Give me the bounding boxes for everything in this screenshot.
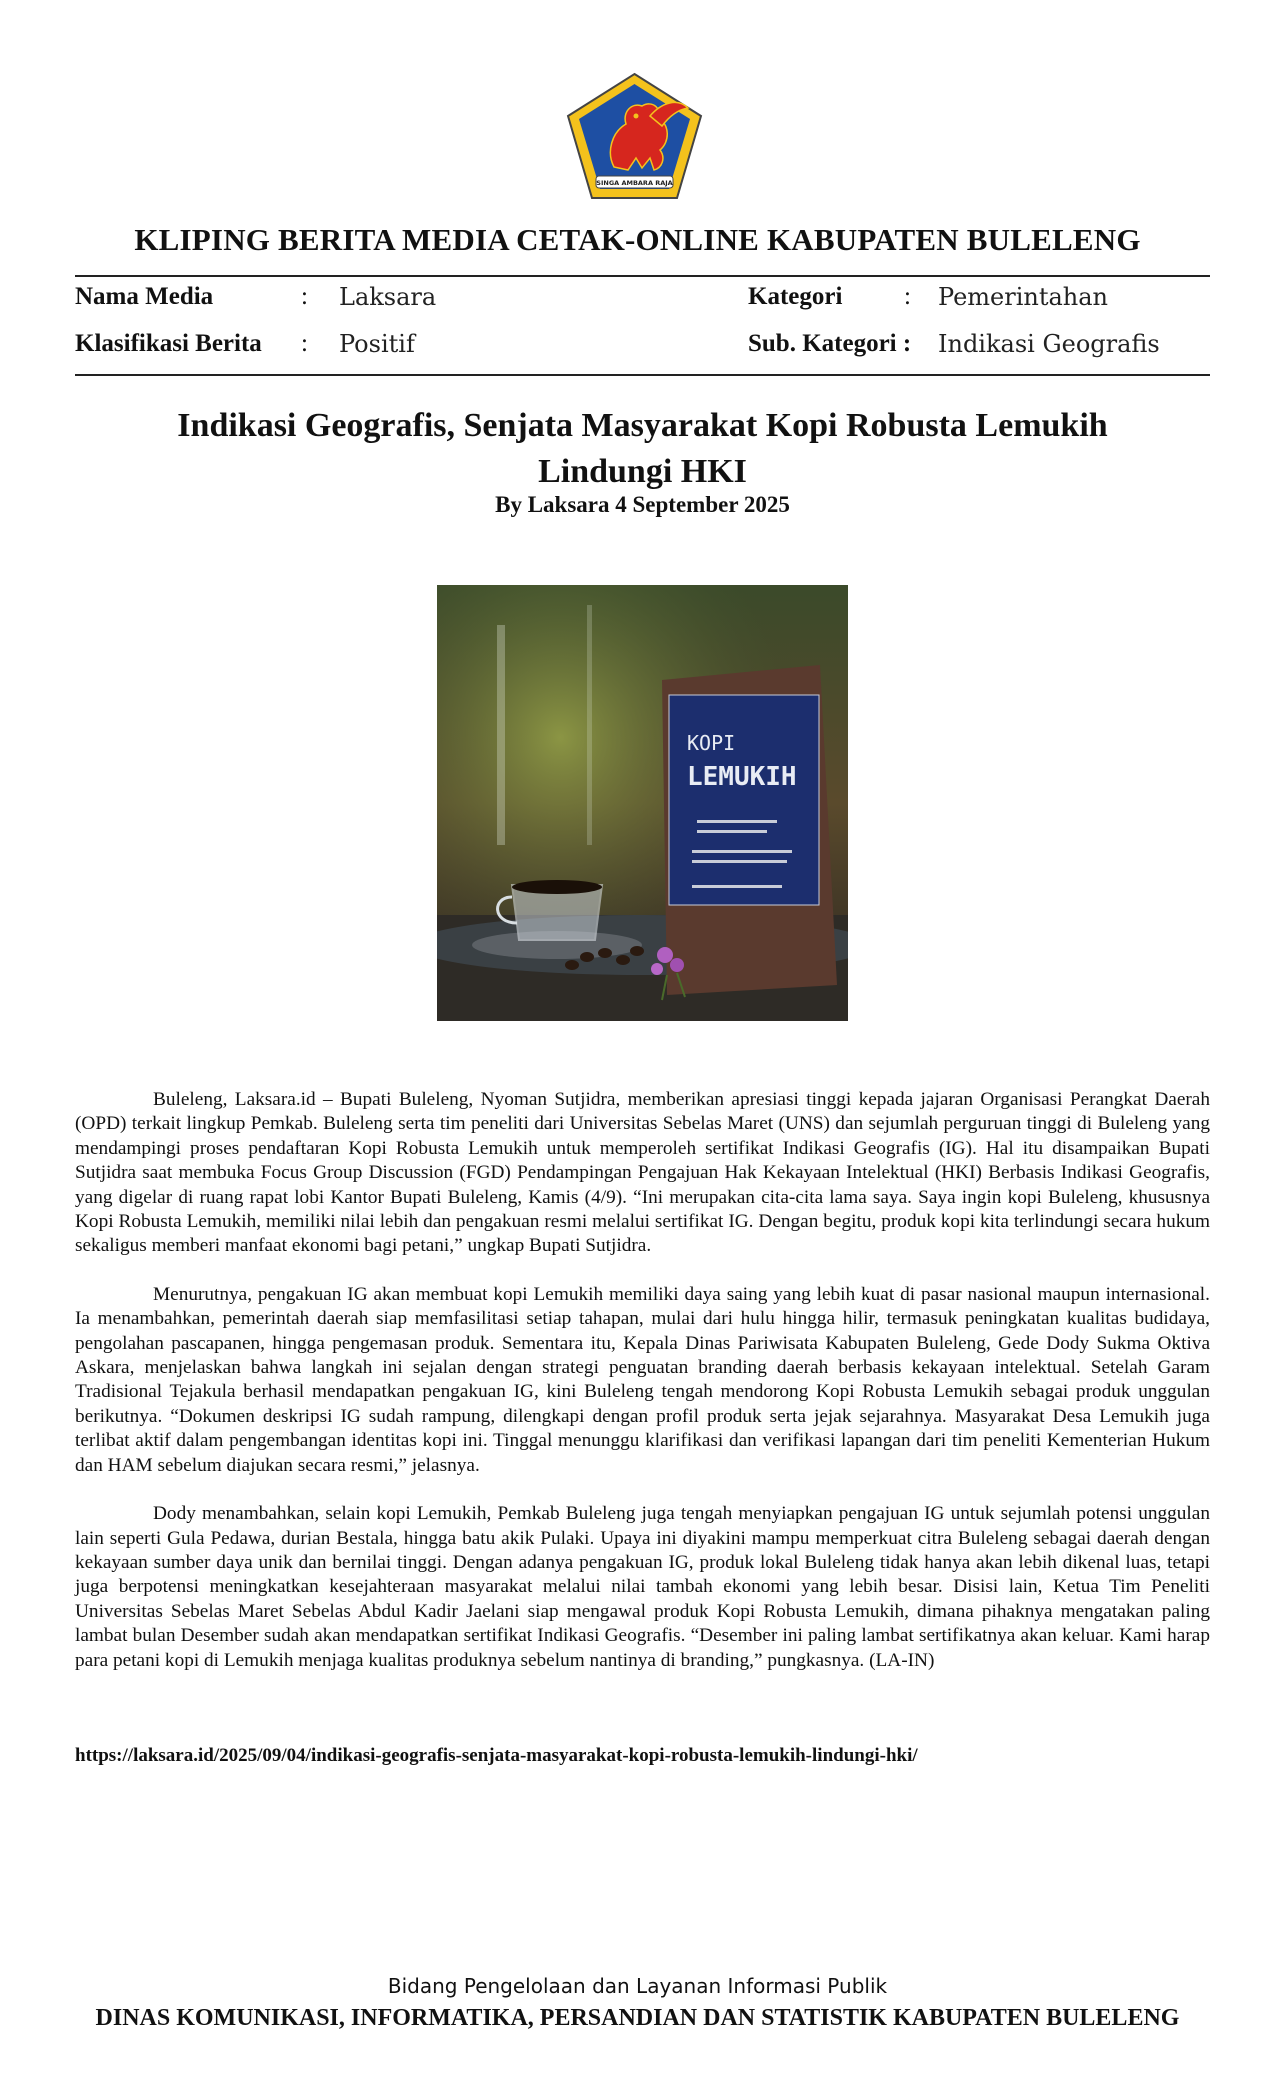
klasifikasi-separator: : [301, 330, 308, 357]
bag-label-line-1: KOPI [687, 731, 736, 755]
logo-motto: SINGA AMBARA RAJA [596, 179, 673, 187]
kategori-value: Pemerintahan [938, 283, 1109, 311]
bag-label-line-2: LEMUKIH [687, 762, 797, 792]
coffee-product-photo [437, 585, 848, 1021]
headline-line-1: Indikasi Geografis, Senjata Masyarakat Kopi Robusta Lemukih [177, 407, 1108, 444]
regency-logo [566, 72, 703, 202]
article-headline [75, 403, 1210, 495]
article-paragraph-1: Buleleng, Laksara.id – Bupati Buleleng, Nyoman Sutjidra, memberikan apresiasi tinggi kepada jajaran Organisasi Perangkat Daerah (OPD) terkait lingkup Pemkab. Buleleng serta tim peneliti dari Universitas Sebelas Maret (UNS) dan sejumlah perguruan tinggi di Buleleng yang mendampingi proses pendaftaran Kopi Robusta Lemukih untuk memperoleh sertifikat Indikasi Geografis (IG). Hal itu disampaikan Bupati Sutjidra saat membuka Focus Group Discussion (FGD) Pendampingan Pengajuan Hak Kekayaan Intelektual (HKI) Berbasis Indikasi Geografis, yang digelar di ruang rapat lobi Kantor Bupati Buleleng, Kamis (4/9). “Ini merupakan cita-cita lama saya. Saya ingin kopi Buleleng, khususnya Kopi Robusta Lemukih, memiliki nilai lebih dan pengakuan resmi melalui sertifikat IG. Dengan begitu, produk kopi kita terlindungi secara hukum sekaligus memberi manfaat ekonomi bagi petani,” ungkap Bupati Sutjidra. [75, 1089, 1210, 1257]
article-byline: By Laksara 4 September 2025 [495, 492, 790, 517]
header-divider-bottom [75, 374, 1210, 376]
kategori-label: Kategori [748, 283, 843, 310]
source-url-link[interactable]: https://laksara.id/2025/09/04/indikasi-geografis-senjata-masyarakat-kopi-robusta-lemukih-lindungi-hki/ [75, 1745, 918, 1766]
footer-agency: DINAS KOMUNIKASI, INFORMATIKA, PERSANDIAN DAN STATISTIK KABUPATEN BULELENG [95, 2005, 1180, 2031]
subkategori-value: Indikasi Geografis [938, 330, 1160, 358]
footer-division: Bidang Pengelolaan dan Layanan Informasi Publik [387, 1974, 888, 1998]
media-separator: : [301, 283, 308, 310]
article-paragraph-3: Dody menambahkan, selain kopi Lemukih, Pemkab Buleleng juga tengah menyiapkan pengajuan IG untuk sejumlah potensi unggulan lain seperti Gula Pedawa, durian Bestala, hingga batu akik Pulaki. Upaya ini diyakini mampu memperkuat citra Buleleng sebagai daerah dengan kekayaan sumber daya unik dan bernilai tinggi. Dengan adanya pengakuan IG, produk lokal Buleleng tidak hanya akan lebih dikenal luas, tetapi juga berpotensi meningkatkan kesejahteraan masyarakat melalui nilai tambah ekonomi yang lebih besar. Disisi lain, Ketua Tim Peneliti Universitas Sebelas Maret Sebelas Abdul Kadir Jaelani siap mengawal produk Kopi Robusta Lemukih, dimana pihaknya mengatakan paling lambat bulan Desember sudah akan mendapatkan sertifikat Indikasi Geografis. “Desember ini paling lambat sertifikatnya akan keluar. Kami harap para petani kopi di Lemukih menjaga kualitas produknya sebelum nantinya di branding,” pungkasnya. (LA-IN) [75, 1503, 1210, 1671]
media-value: Laksara [339, 283, 437, 311]
singa-ambara-raja-emblem-icon [566, 72, 703, 202]
klasifikasi-label: Klasifikasi Berita [75, 330, 262, 357]
coffee-bag [662, 665, 837, 995]
kategori-separator: : [904, 283, 911, 310]
article-photo [437, 585, 848, 1021]
media-label: Nama Media [75, 283, 214, 310]
headline-line-2: Lindungi HKI [538, 453, 747, 490]
header-divider-top [75, 275, 1210, 277]
article-body [75, 1088, 1210, 1697]
document-title: KLIPING BERITA MEDIA CETAK-ONLINE KABUPATEN BULELENG [134, 222, 1141, 257]
subkategori-label: Sub. Kategori : [748, 330, 912, 357]
klasifikasi-value: Positif [339, 330, 415, 358]
article-paragraph-2: Menurutnya, pengakuan IG akan membuat kopi Lemukih memiliki daya saing yang lebih kuat di pasar nasional maupun internasional. Ia menambahkan, pemerintah daerah siap memfasilitasi setiap tahapan, mulai dari hulu hingga hilir, termasuk peningkatan kualitas budidaya, pengolahan pascapanen, hingga pengemasan produk. Sementara itu, Kepala Dinas Pariwisata Kabupaten Buleleng, Gede Dody Sukma Oktiva Askara, menjelaskan bahwa langkah ini sejalan dengan strategi penguatan branding daerah berbasis kekayaan intelektual. Setelah Garam Tradisional Tejakula berhasil mendapatkan pengakuan IG, kini Buleleng tengah mendorong Kopi Robusta Lemukih sebagai produk unggulan berikutnya. “Dokumen deskripsi IG sudah rampung, dilengkapi dengan profil produk serta jejak sejarahnya. Masyarakat Desa Lemukih juga terlibat aktif dalam pengembangan identitas kopi ini. Tinggal menunggu klarifikasi dan verifikasi lapangan dari tim peneliti Kementerian Hukum dan HAM sebelum diajukan secara resmi,” jelasnya. [75, 1283, 1210, 1476]
